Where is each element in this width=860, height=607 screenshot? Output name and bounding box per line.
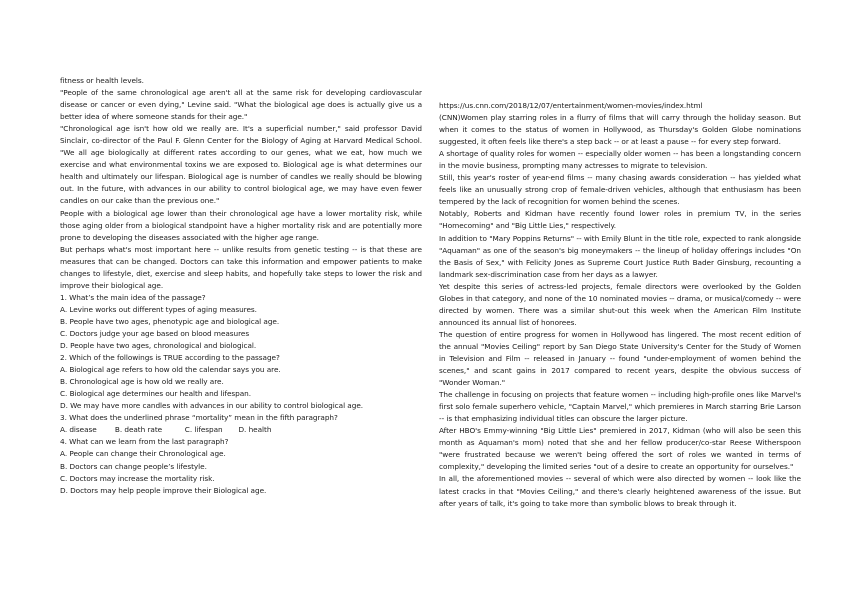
answer-option: D. Doctors may help people improve their Biological age. bbox=[60, 485, 267, 495]
answer-option: A. Biological age refers to how old the calendar says you are. bbox=[60, 365, 281, 375]
paragraph: The challenge in focusing on projects that feature women -- including high-profile ones like Marvel's first solo female superhero vehicle, "Captain Marvel," which premieres in March starring Brie Larson -- is that emphasizing individual titles can obscure the larger picture. bbox=[439, 390, 801, 424]
answer-option: C. Doctors may increase the mortality risk. bbox=[60, 473, 215, 483]
paragraph: The question of entire progress for women in Hollywood has lingered. The most recent edition of the annual "Movies Ceiling" report by San Diego State University's Center for the Study of Women in Television and Film -- released in January -- found "under-employment of women behind the scenes," and scant gains in 2017 compared to recent years, despite the obvious success of "Wonder Woman." bbox=[439, 329, 801, 388]
answer-options-row: A. disease B. death rate C. lifespan D. health bbox=[60, 425, 272, 435]
paragraph: "People of the same chronological age aren't all at the same risk for developing cardiovascular disease or cancer or even dying," Levine said. "What the biological age does is actually give us a better idea of where someone stands for their age." bbox=[60, 88, 422, 122]
paragraph: Notably, Roberts and Kidman have recently found lower roles in premium TV, in the series "Homecoming" and "Big Little Lies," respectively. bbox=[439, 209, 801, 231]
paragraph: But perhaps what's most important here -- unlike results from genetic testing -- is that these are measures that can be changed. Doctors can take this information and empower patients to make changes to lifestyle, diet, exercise and sleep habits, and hopefully take steps to lower the risk and improve their biological age. bbox=[60, 244, 422, 290]
answer-option: C. Biological age determines our health and lifespan. bbox=[60, 389, 252, 399]
paragraph: Still, this year's roster of year-end films -- many chasing awards consideration -- has yielded what feels like an unusually strong crop of female-driven vehicles, although that enthusiasm has been tempered by the lack of recognition for women behind the scenes. bbox=[439, 173, 801, 207]
left-column bbox=[60, 75, 422, 497]
right-column bbox=[439, 100, 801, 510]
source-url: https://us.cnn.com/2018/12/07/entertainment/women-movies/index.html bbox=[439, 101, 703, 110]
answer-option: A. Levine works out different types of aging measures. bbox=[60, 304, 257, 314]
answer-option: B. People have two ages, phenotypic age and biological age. bbox=[60, 316, 280, 326]
question: 3. What does the underlined phrase “mortality” mean in the fifth paragraph? bbox=[60, 413, 338, 423]
question: 4. What can we learn from the last paragraph? bbox=[60, 437, 229, 447]
paragraph: In all, the aforementioned movies -- several of which were also directed by women -- look like the latest cracks in that "Movies Ceiling," and there's clearly heightened awareness of the issue. But after years of talk, it's going to take more than symbolic blows to break through it. bbox=[439, 474, 801, 508]
answer-option: A. People can change their Chronological age. bbox=[60, 449, 226, 459]
paragraph: (CNN)Women play starring roles in a flurry of films that will carry through the holiday season. But when it comes to the status of women in Hollywood, as Thursday's Golden Globe nominations suggested, it often feels like there's a step back -- or at least a pause -- for every step forward. bbox=[439, 113, 801, 147]
paragraph: In addition to "Mary Poppins Returns" -- with Emily Blunt in the title role, expected to rank alongside "Aquaman" as one of the season's big moneymakers -- the lineup of holiday offerings includes "On the Basis of Sex," with Felicity Jones as Supreme Court Justice Ruth Bader Ginsburg, recounting a landmark sex-discrimination case from her days as a lawyer. bbox=[439, 233, 801, 279]
question: 2. Which of the followings is TRUE according to the passage? bbox=[60, 353, 280, 363]
paragraph: fitness or health levels. bbox=[60, 76, 144, 85]
paragraph: After HBO's Emmy-winning "Big Little Lies" premiered in 2017, Kidman (who will also be seen this month as Aquaman's mom) noted that she and her fellow producer/co-star Reese Witherspoon "were frustrated because we weren't being offered the sort of roles we wanted in terms of complexity," developing the limited series "out of a desire to create an opportunity for ourselves." bbox=[439, 426, 801, 472]
answer-option: C. Doctors judge your age based on blood measures bbox=[60, 328, 250, 338]
question: 1. What’s the main idea of the passage? bbox=[60, 292, 206, 302]
paragraph: A shortage of quality roles for women -- especially older women -- has been a longstanding concern in the movie business, prompting many actresses to migrate to television. bbox=[439, 149, 801, 171]
paragraph: "Chronological age isn't how old we really are. It's a superficial number," said professor David Sinclair, co-director of the Paul F. Glenn Center for the Biology of Aging at Harvard Medical School. "We all age biologically at different rates according to our genes, what we eat, how much we exercise and what environmental toxins we are exposed to. Biological age is what determines our health and ultimately our lifespan. Biological age is number of candles we really should be blowing out. In the future, with advances in our ability to control biological age, we may have even fewer candles on our cake than the previous one." bbox=[60, 124, 422, 206]
answer-option: B. Chronological age is how old we really are. bbox=[60, 377, 224, 387]
answer-option: D. People have two ages, chronological and biological. bbox=[60, 341, 257, 351]
answer-option: D. We may have more candles with advances in our ability to control biological age. bbox=[60, 401, 364, 411]
paragraph: Yet despite this series of actress-led projects, female directors were overlooked by the Golden Globes in that category, and none of the 10 nominated movies -- drama, or musical/comedy -- were directed by women. There was a similar shut-out this week when the American Film Institute announced its annual list of honorees. bbox=[439, 281, 801, 327]
answer-option: B. Doctors can change people’s lifestyle. bbox=[60, 461, 207, 471]
paragraph: People with a biological age lower than their chronological age have a lower mortality risk, while those aging older from a biological standpoint have a higher mortality risk and are potentially more prone to developing the diseases associated with the higher age range. bbox=[60, 208, 422, 242]
